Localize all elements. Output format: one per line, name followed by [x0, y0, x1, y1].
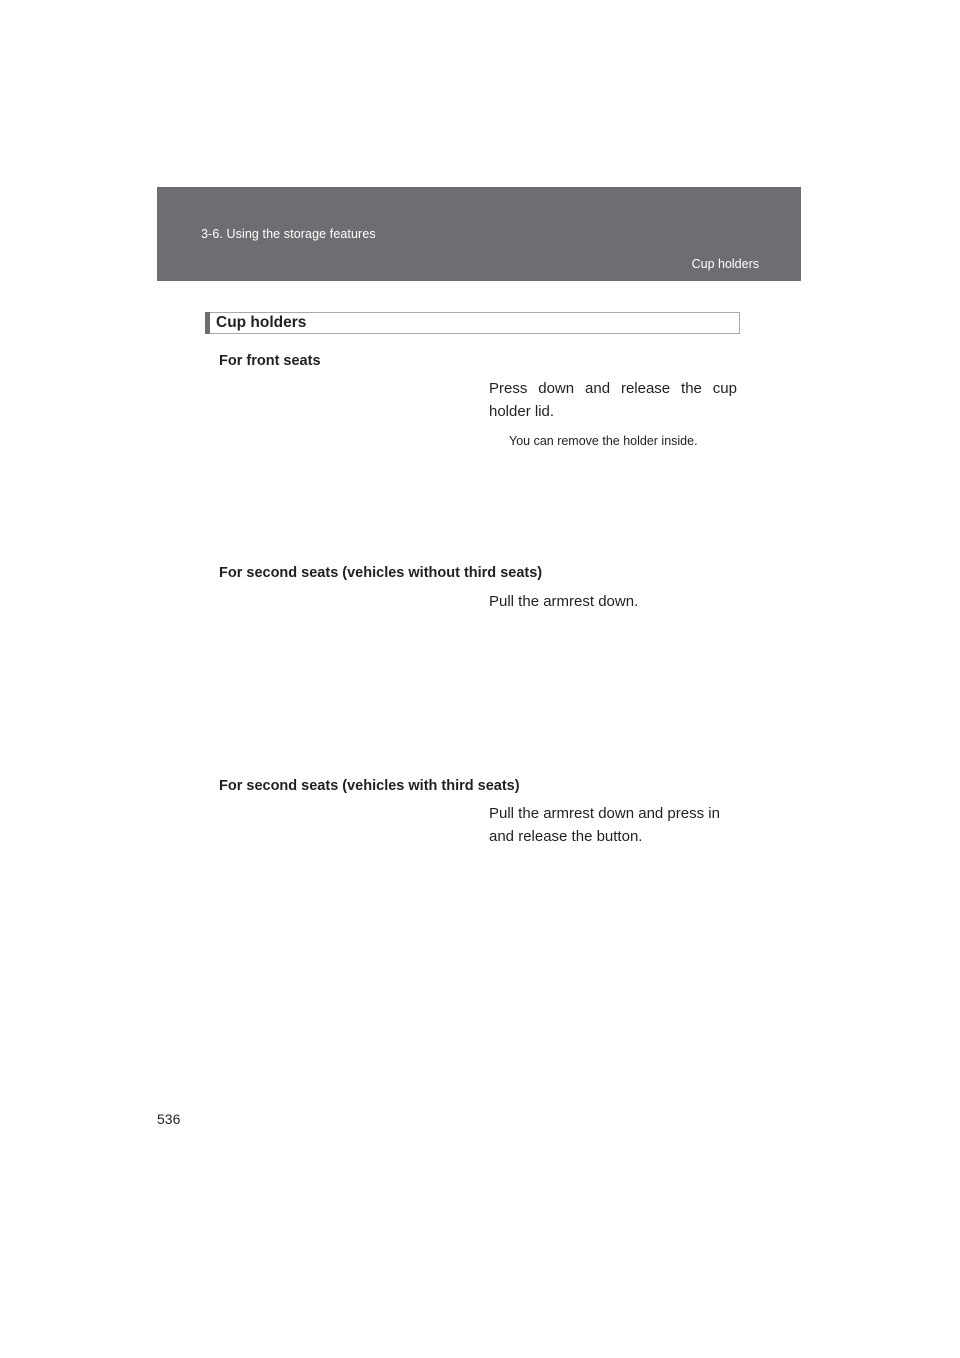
instruction-second-seats-without-third: Pull the armrest down.: [489, 593, 639, 610]
section-breadcrumb: 3-6. Using the storage features: [201, 227, 376, 241]
instruction-second-seats-with-third: Pull the armrest down and press in and release the button.: [489, 805, 720, 845]
note-front-seats: You can remove the holder inside.: [509, 434, 698, 448]
subheading-second-seats-with-third: For second seats (vehicles with third seats): [219, 778, 520, 794]
topic-label: Cup holders: [691, 257, 759, 271]
subheading-second-seats-without-third: For second seats (vehicles without third seats): [219, 565, 543, 581]
instruction-front-seats: Press down and release the cup holder lid.: [489, 380, 737, 420]
heading-marker: [205, 312, 210, 334]
page-number: 536: [157, 1111, 181, 1127]
section-heading: [205, 312, 740, 334]
subheading-front-seats: For front seats: [219, 353, 321, 369]
page-header-band: [157, 187, 801, 281]
section-heading-title: Cup holders: [216, 314, 307, 331]
